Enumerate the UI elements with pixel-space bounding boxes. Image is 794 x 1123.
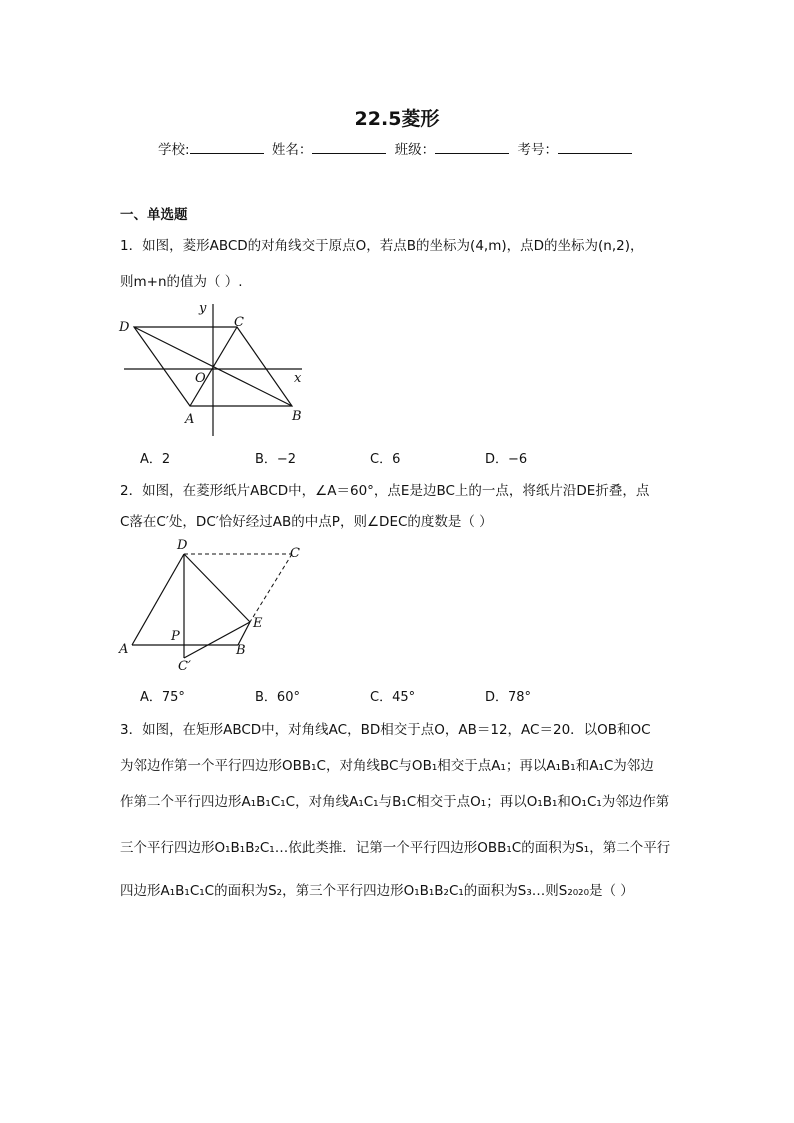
q2-figure bbox=[114, 534, 324, 674]
label-C-prime: C′ bbox=[178, 659, 191, 674]
label-O: O bbox=[195, 371, 206, 386]
q3-text-line4: 三个平行四边形O₁B₁B₂C₁…依此类推．记第一个平行四边形OBB₁C的面积为S₁，第二个平行 bbox=[120, 840, 671, 856]
q2-choice-b[interactable]: B．60° bbox=[255, 690, 300, 705]
label-x: x bbox=[294, 371, 302, 386]
label-C: C bbox=[234, 315, 244, 330]
name-blank[interactable] bbox=[312, 141, 386, 154]
class-label: 班级： bbox=[394, 142, 436, 158]
q3-text-line2: 为邻边作第一个平行四边形OBB₁C，对角线BC与OB₁相交于点A₁；再以A₁B₁和A₁C为邻边 bbox=[120, 758, 654, 774]
student-info-row bbox=[0, 138, 794, 158]
q1-choice-a[interactable]: A．2 bbox=[140, 452, 171, 467]
label-D: D bbox=[119, 320, 130, 335]
section-heading: 一、单选题 bbox=[120, 207, 188, 223]
q3-text-line5: 四边形A₁B₁C₁C的面积为S₂，第三个平行四边形O₁B₁B₂C₁的面积为S₃…则S₂₀₂₀是（ ） bbox=[120, 883, 634, 899]
q1-text-line1: 1．如图，菱形ABCD的对角线交于原点O，若点B的坐标为(4,m)，点D的坐标为(n,2)， bbox=[120, 238, 644, 254]
q1-text-line2: 则m+n的值为（ ）. bbox=[120, 274, 243, 290]
number-blank[interactable] bbox=[558, 141, 632, 154]
label-B: B bbox=[236, 643, 246, 658]
q1-figure bbox=[112, 296, 312, 446]
label-A: A bbox=[119, 642, 129, 657]
name-label: 姓名： bbox=[271, 142, 313, 158]
school-label: 学校: bbox=[158, 142, 190, 158]
label-A: A bbox=[185, 412, 195, 427]
number-label: 考号： bbox=[517, 142, 558, 158]
q1-choice-b[interactable]: B．−2 bbox=[255, 452, 297, 467]
label-E: E bbox=[253, 616, 263, 631]
q1-choice-c[interactable]: C．6 bbox=[370, 452, 401, 467]
school-blank[interactable] bbox=[190, 141, 264, 154]
q1-choice-d[interactable]: D．−6 bbox=[485, 452, 528, 467]
q1-choices bbox=[140, 448, 600, 467]
label-D: D bbox=[177, 538, 188, 553]
q2-choices bbox=[140, 686, 600, 705]
label-C: C bbox=[290, 546, 300, 561]
label-P: P bbox=[171, 629, 180, 644]
q2-choice-a[interactable]: A．75° bbox=[140, 690, 185, 705]
page-title: 22.5菱形 bbox=[354, 108, 440, 130]
label-B: B bbox=[292, 409, 302, 424]
label-y: y bbox=[199, 301, 207, 316]
q2-choice-c[interactable]: C．45° bbox=[370, 690, 416, 705]
class-blank[interactable] bbox=[435, 141, 509, 154]
q2-choice-d[interactable]: D．78° bbox=[485, 690, 532, 705]
q3-text-line1: 3．如图，在矩形ABCD中，对角线AC，BD相交于点O，AB＝12，AC＝20．以OB和OC bbox=[120, 722, 651, 738]
q2-text-line2: C落在C′处，DC′恰好经过AB的中点P，则∠DEC的度数是（ ） bbox=[120, 514, 493, 530]
q3-text-line3: 作第二个平行四边形A₁B₁C₁C，对角线A₁C₁与B₁C相交于点O₁；再以O₁B₁和O₁C₁为邻边作第 bbox=[120, 794, 670, 810]
q2-text-line1: 2．如图，在菱形纸片ABCD中，∠A＝60°，点E是边BC上的一点，将纸片沿DE折叠，点 bbox=[120, 483, 650, 499]
